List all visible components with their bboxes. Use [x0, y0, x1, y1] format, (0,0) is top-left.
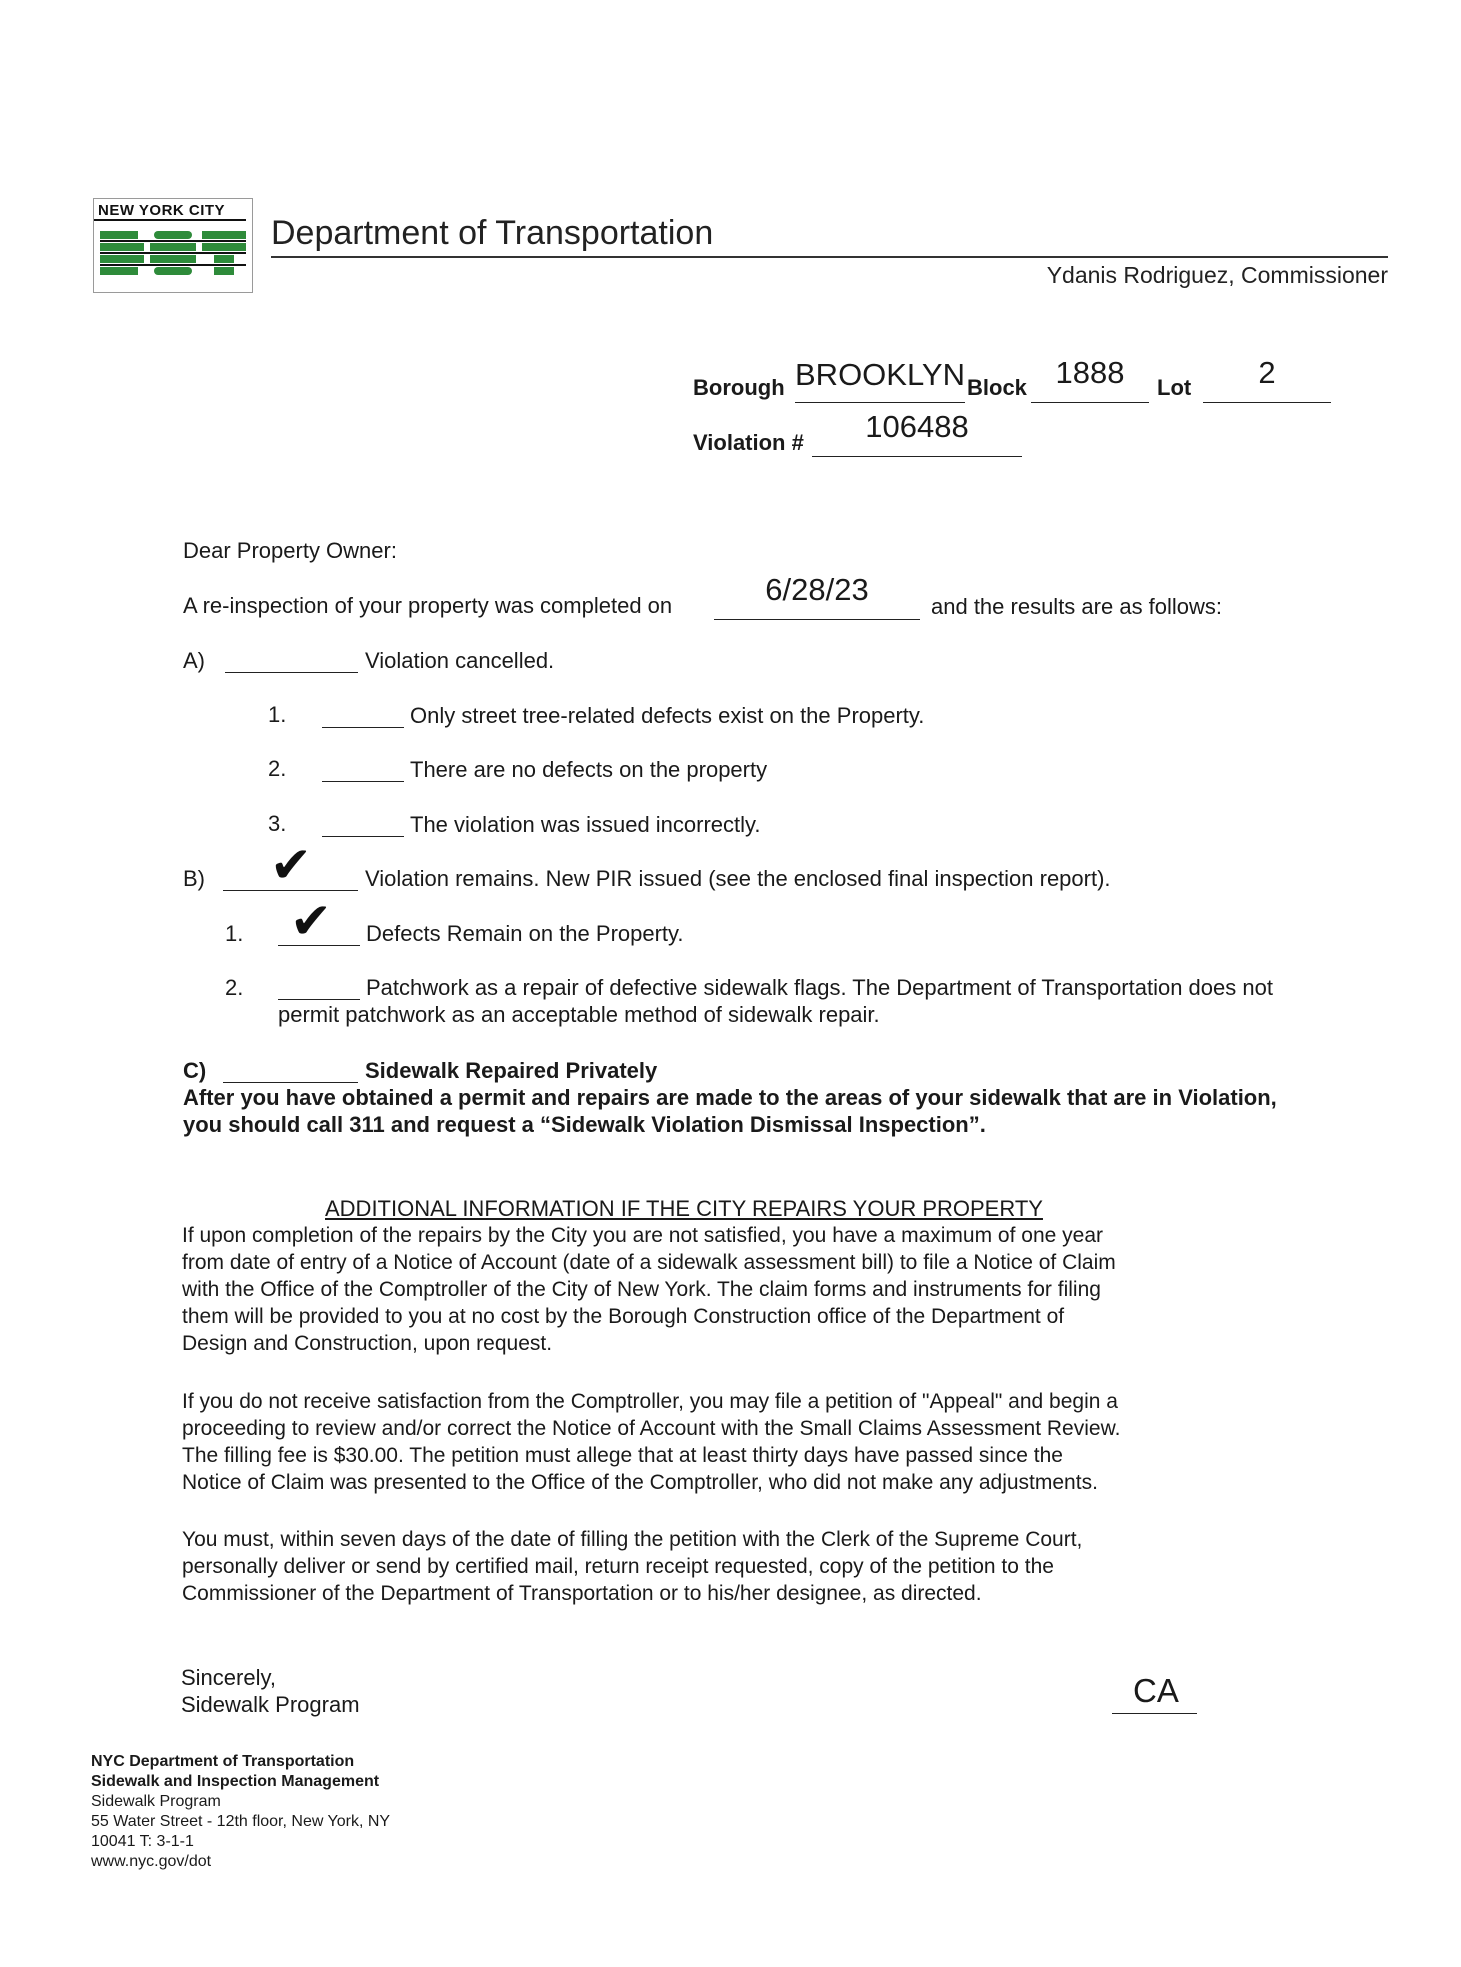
option-a1-blank[interactable]: [322, 727, 404, 728]
lot-label: Lot: [1157, 375, 1192, 400]
option-c-label: Sidewalk Repaired Privately: [365, 1058, 658, 1083]
dot-logo: [93, 198, 253, 293]
salutation: Dear Property Owner:: [183, 538, 397, 563]
option-b-letter: B): [183, 866, 205, 891]
option-b2-label-line1: Patchwork as a repair of defective sidewalk flags. The Department of Transportation does not: [366, 975, 1273, 1000]
reinspection-results-text: and the results are as follows:: [931, 594, 1223, 619]
closing-sincerely: Sincerely,: [181, 1665, 276, 1690]
signature-initials: CA: [1133, 1672, 1179, 1709]
option-a-label: Violation cancelled.: [365, 648, 555, 673]
violation-label: Violation #: [693, 430, 804, 455]
option-a3-blank[interactable]: [322, 836, 404, 837]
borough-label: Borough: [693, 375, 785, 400]
option-a-blank[interactable]: [225, 672, 358, 673]
logo-text: NEW YORK CITY: [94, 199, 246, 221]
footer-line3: Sidewalk Program: [91, 1793, 221, 1810]
additional-info-heading: ADDITIONAL INFORMATION IF THE CITY REPAIRS YOUR PROPERTY: [325, 1196, 1043, 1221]
additional-info-paragraph-2: [182, 1388, 1120, 1496]
block-line: [1031, 402, 1149, 403]
p3-line: You must, within seven days of the date of filling the petition with the Clerk of the Supreme Court,: [182, 1528, 1083, 1551]
option-c-letter: C): [183, 1058, 207, 1083]
footer-line4: 55 Water Street - 12th floor, New York, NY: [91, 1813, 391, 1830]
closing-program: Sidewalk Program: [181, 1692, 360, 1717]
borough-value: BROOKLYN: [795, 357, 965, 392]
option-a1-label: Only street tree-related defects exist on the Property.: [410, 703, 925, 728]
footer-website-link[interactable]: www.nyc.gov/dot: [91, 1853, 212, 1870]
dot-logo-mark-icon: [98, 227, 248, 285]
block-label: Block: [967, 375, 1027, 400]
p3-line: Commissioner of the Department of Transportation or to his/her designee, as directed.: [182, 1582, 982, 1605]
option-a3-num: 3.: [268, 811, 287, 836]
p1-line: with the Office of the Comptroller of the City of New York. The claim forms and instruments for filing: [182, 1278, 1101, 1301]
option-a2-blank[interactable]: [322, 781, 404, 782]
option-b2-num: 2.: [225, 975, 244, 1000]
p1-line: Design and Construction, upon request.: [182, 1332, 553, 1355]
option-a2-num: 2.: [268, 756, 287, 781]
lot-value: 2: [1258, 355, 1276, 390]
option-b2-label-line2: permit patchwork as an acceptable method of sidewalk repair.: [278, 1002, 880, 1027]
option-b2-blank[interactable]: [278, 999, 360, 1000]
reinspection-date: 6/28/23: [765, 572, 869, 607]
p1-line: If upon completion of the repairs by the City you are not satisfied, you have a maximum of one year: [182, 1224, 1103, 1247]
commissioner-name: Ydanis Rodriguez, Commissioner: [1046, 262, 1388, 288]
option-b-check-icon: ✔: [270, 836, 312, 894]
p2-line: Notice of Claim was presented to the Office of the Comptroller, who did not make any adjustments.: [182, 1471, 1098, 1494]
p1-line: from date of entry of a Notice of Account (date of a sidewalk assessment bill) to file a Notice of Claim: [182, 1251, 1116, 1274]
p2-line: proceeding to review and/or correct the Notice of Account with the Small Claims Assessment Review.: [182, 1417, 1121, 1440]
option-c-note-line1: After you have obtained a permit and repairs are made to the areas of your sidewalk that are in Violation,: [183, 1085, 1277, 1110]
option-a1-num: 1.: [268, 702, 287, 727]
p3-line: personally deliver or send by certified mail, return receipt requested, copy of the petition to the: [182, 1555, 1054, 1578]
signature-line: [1112, 1713, 1197, 1714]
footer-org-line1: NYC Department of Transportation: [91, 1753, 355, 1770]
option-c-blank[interactable]: [223, 1082, 358, 1083]
option-b-label: Violation remains. New PIR issued (see the enclosed final inspection report).: [365, 866, 1111, 891]
footer-line5: 10041 T: 3-1-1: [91, 1833, 194, 1850]
violation-value: 106488: [865, 409, 969, 444]
option-b1-num: 1.: [225, 921, 244, 946]
option-c-note-line2: you should call 311 and request a “Sidewalk Violation Dismissal Inspection”.: [183, 1112, 986, 1137]
header-divider: [271, 256, 1388, 258]
option-a3-label: The violation was issued incorrectly.: [410, 812, 761, 837]
option-a-letter: A): [183, 648, 205, 673]
department-title: Department of Transportation: [271, 214, 714, 252]
additional-info-paragraph-3: [182, 1526, 1082, 1607]
reinspection-text: A re-inspection of your property was completed on: [183, 593, 673, 618]
option-b1-label: Defects Remain on the Property.: [366, 921, 684, 946]
violation-line: [812, 456, 1022, 457]
footer-address: [91, 1752, 390, 1872]
p1-line: them will be provided to you at no cost by the Borough Construction office of the Department of: [182, 1305, 1065, 1328]
lot-line: [1203, 402, 1331, 403]
block-value: 1888: [1055, 355, 1125, 390]
additional-info-paragraph-1: [182, 1222, 1116, 1357]
option-a2-label: There are no defects on the property: [410, 757, 768, 782]
p2-line: If you do not receive satisfaction from the Comptroller, you may file a petition of "Appeal" and begin a: [182, 1390, 1118, 1413]
p2-line: The filling fee is $30.00. The petition must allege that at least thirty days have passed since the: [182, 1444, 1063, 1467]
reinspection-date-line: [714, 619, 920, 620]
option-b1-check-icon: ✔: [290, 892, 332, 950]
footer-org-line2: Sidewalk and Inspection Management: [91, 1773, 380, 1790]
borough-line: [795, 402, 965, 403]
